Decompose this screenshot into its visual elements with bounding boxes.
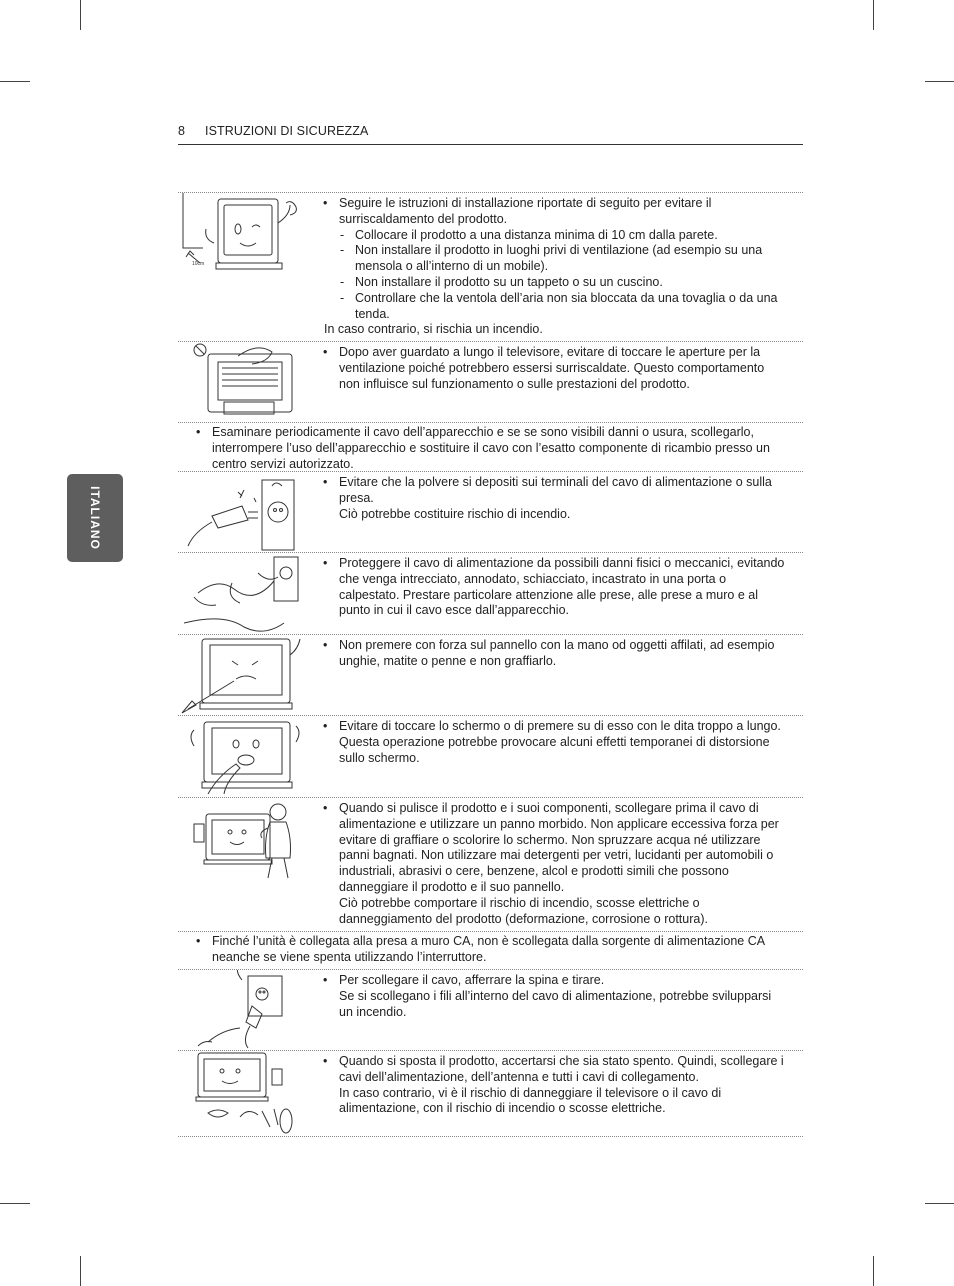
crop-mark xyxy=(80,1256,81,1286)
tv-back-vents-illustration xyxy=(178,342,315,422)
safety-row-cable-inspection xyxy=(178,423,803,472)
row-text xyxy=(315,553,803,634)
bullet-item: • Esaminare periodicamente il cavo dell’apparecchio e se se sono visibili danni o usura, scollegarlo, interrompere l’uso dell’apparecchio e sostituire il cavo con l’esatto componente di ricambio presso un centro servizi autorizzato. xyxy=(195,425,785,472)
row-note: Se si scollegano i fili all’interno del cavo di alimentazione, potrebbe svilupparsi un incendio. xyxy=(339,988,772,1019)
crop-mark xyxy=(0,1203,30,1204)
language-tab xyxy=(67,474,123,562)
pulling-plug-illustration xyxy=(178,970,315,1050)
safety-row-ventilation-distance xyxy=(178,193,803,342)
sub-item: - Non installare il prodotto in luoghi privi di ventilazione (ad esempio su una mensola o all’interno di un mobile). xyxy=(322,243,785,275)
safety-row-no-finger-press xyxy=(178,716,803,798)
row-text xyxy=(315,472,803,552)
safety-row-cleaning xyxy=(178,798,803,932)
row-text xyxy=(315,342,803,422)
row-note: In caso contrario, si rischia un incendio. xyxy=(324,322,543,337)
pen-on-screen-illustration xyxy=(178,635,315,715)
safety-row-unplug-by-plug xyxy=(178,970,803,1051)
bullet-item: • Evitare che la polvere si depositi sui terminali del cavo di alimentazione o sulla presa. xyxy=(322,475,785,507)
person-cleaning-tv-illustration xyxy=(178,798,315,931)
row-note: Ciò potrebbe comportare il rischio di incendio, scosse elettriche o danneggiamento del prodotto (deformazione, corrosione o rottura). xyxy=(339,895,708,926)
bullet-item: • Seguire le istruzioni di installazione riportate di seguito per evitare il surriscaldamento del prodotto. xyxy=(322,196,785,228)
sub-item: - Controllare che la ventola dell’aria non sia bloccata da una tovaglia o da una tenda. xyxy=(322,291,785,323)
row-text xyxy=(315,193,803,341)
row-text xyxy=(315,635,803,715)
row-text xyxy=(315,1051,803,1136)
bullet-item: • Proteggere il cavo di alimentazione da possibili danni fisici o meccanici, evitando che venga intrecciato, annodato, schiacciato, incastrato in una porta o calpestato. Prestare particolare attenzione alle prese, alle prese a muro e al punto in cui il cavo esce dall’apparecchio. xyxy=(322,556,785,619)
row-note: In caso contrario, vi è il rischio di danneggiare il televisore o il cavo di alimentazione, con il rischio di incendio o scosse elettriche. xyxy=(339,1085,722,1116)
row-text xyxy=(315,798,803,931)
crop-mark xyxy=(0,81,30,82)
row-note: Ciò potrebbe costituire rischio di incendio. xyxy=(339,506,571,521)
safety-row-hot-vents xyxy=(178,342,803,423)
finger-on-screen-illustration xyxy=(178,716,315,797)
distance-label: 10cm xyxy=(192,261,205,267)
bullet-item: • Quando si sposta il prodotto, accertarsi che sia stato spento. Quindi, scollegare i cavi dell’alimentazione, dell’antenna e tutti i cavi di collegamento. xyxy=(322,1054,785,1086)
sub-item: - Collocare il prodotto a una distanza minima di 10 cm dalla parete. xyxy=(322,228,785,244)
dusty-plug-illustration xyxy=(178,472,315,552)
safety-row-moving-product xyxy=(178,1051,803,1137)
bullet-item: • Quando si pulisce il prodotto e i suoi componenti, scollegare prima il cavo di alimentazione e utilizzare un panno morbido. Non applicare eccessiva forza per evitare di graffiare o scolorire lo schermo. Non spruzzare acqua né utilizzare panni bagnati. Non utilizzare mai detergenti per vetri, lucidanti per automobili o industriali, abrasivi o cere, benzene, alcol e prodotti simili che possono danneggiare il prodotto e il suo pannello. xyxy=(322,801,785,896)
crop-mark xyxy=(925,81,954,82)
safety-row-protect-cable xyxy=(178,553,803,635)
bullet-item: • Non premere con forza sul pannello con la mano od oggetti affilati, ad esempio unghie, matite o penne e non graffiarlo. xyxy=(322,638,785,670)
page-number: 8 xyxy=(178,124,186,138)
crop-mark xyxy=(925,1203,954,1204)
safety-content xyxy=(178,192,803,1137)
language-tab-label: ITALIANO xyxy=(88,486,102,550)
sub-item: - Non installare il prodotto su un tappeto o su un cuscino. xyxy=(322,275,785,291)
row-text xyxy=(315,716,803,797)
bullet-item: • Evitare di toccare lo schermo o di premere su di esso con le dita troppo a lungo. Questa operazione potrebbe provocare alcuni effetti temporanei di distorsione sullo schermo. xyxy=(322,719,785,766)
disconnect-cables-illustration xyxy=(178,1051,315,1136)
bullet-item: • Dopo aver guardato a lungo il televisore, evitare di toccare le aperture per la ventilazione poiché potrebbero essersi surriscaldate. Questo comportamento non influisce sul funzionamento o sulle prestazioni del prodotto. xyxy=(322,345,785,392)
row-text xyxy=(315,970,803,1050)
crop-mark xyxy=(80,0,81,30)
safety-row-dust-plug xyxy=(178,472,803,553)
bullet-item: • Per scollegare il cavo, afferrare la spina e tirare. xyxy=(322,973,785,989)
crop-mark xyxy=(873,0,874,30)
safety-row-no-pressure xyxy=(178,635,803,716)
tv-wall-distance-illustration xyxy=(178,193,315,341)
bullet-item: • Finché l’unità è collegata alla presa a muro CA, non è scollegata dalla sorgente di alimentazione CA neanche se viene spenta utilizzando l’interruttore. xyxy=(195,934,785,966)
twisted-cable-illustration xyxy=(178,553,315,634)
safety-row-power-switch xyxy=(178,932,803,970)
page-header xyxy=(178,122,803,145)
section-title: ISTRUZIONI DI SICUREZZA xyxy=(205,124,369,138)
crop-mark xyxy=(873,1256,874,1286)
